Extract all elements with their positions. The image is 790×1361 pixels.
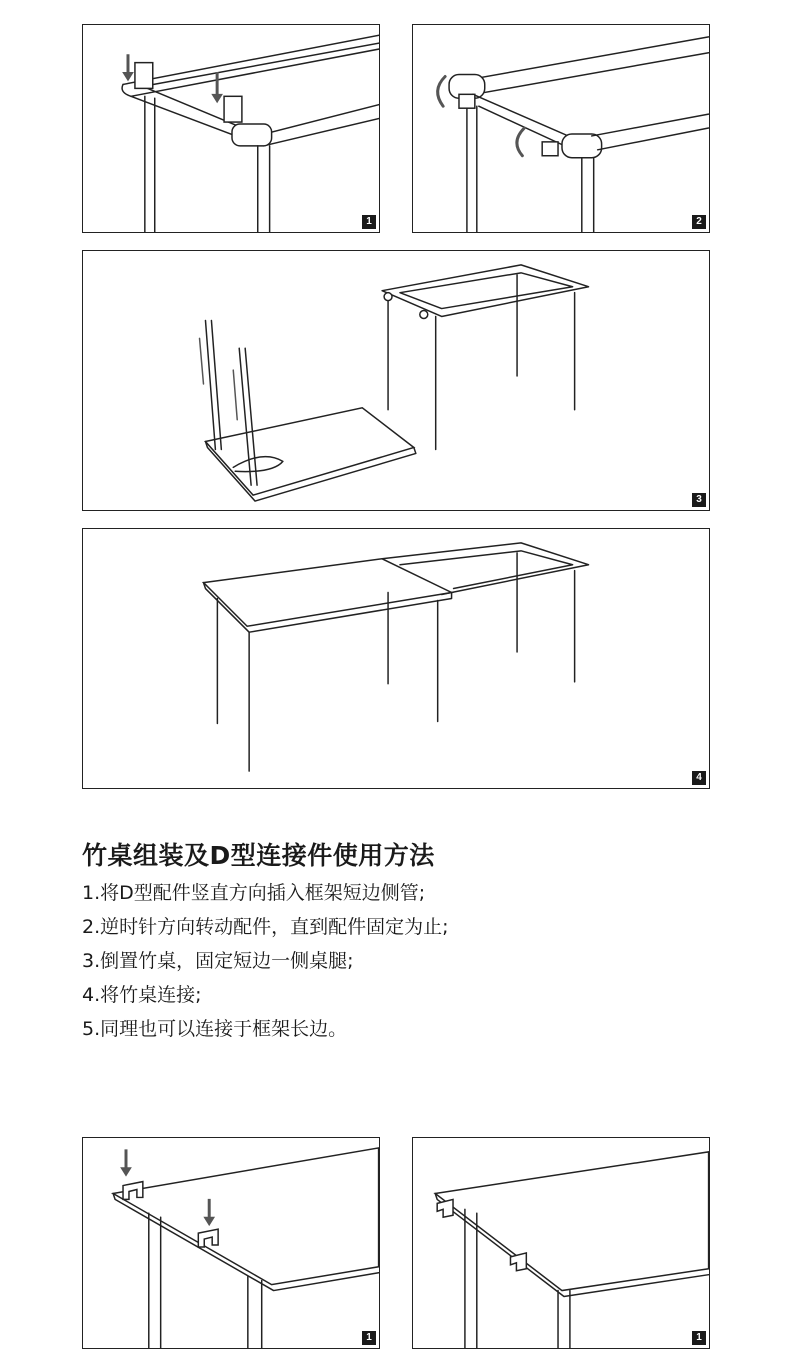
tabletop-corner-drawing xyxy=(83,1138,379,1348)
illustration-tabletop-connector-fixed xyxy=(412,1137,710,1349)
instruction-step: 5.同理也可以连接于框架长边。 xyxy=(82,1018,348,1040)
step-number-badge: 1 xyxy=(692,1331,706,1345)
step-number-badge: 3 xyxy=(692,493,706,507)
instructions-steps xyxy=(82,876,449,1046)
instruction-step: 1.将D型配件竖直方向插入框架短边侧管; xyxy=(82,882,426,904)
instruction-step: 3.倒置竹桌，固定短边一侧桌腿; xyxy=(82,950,354,972)
inverted-table-and-frame-drawing xyxy=(83,251,709,510)
step-number-badge: 2 xyxy=(692,215,706,229)
instruction-step: 4.将竹桌连接; xyxy=(82,984,202,1006)
step-number-badge: 4 xyxy=(692,771,706,785)
frame-corner-rotated-drawing xyxy=(413,25,709,232)
illustration-step-4-connect-tables xyxy=(82,528,710,789)
illustration-tabletop-insert-connector xyxy=(82,1137,380,1349)
instructions-title: 竹桌组装及D型连接件使用方法 xyxy=(82,841,435,870)
tabletop-corner-fixed-drawing xyxy=(413,1138,709,1348)
instruction-step: 2.逆时针方向转动配件，直到配件固定为止; xyxy=(82,916,449,938)
illustration-step-3-attach-legs xyxy=(82,250,710,511)
frame-corner-drawing xyxy=(83,25,379,232)
step-number-badge: 1 xyxy=(362,215,376,229)
illustration-step-1-insert-connector xyxy=(82,24,380,233)
step-number-badge: 1 xyxy=(362,1331,376,1345)
illustration-step-2-rotate-connector xyxy=(412,24,710,233)
connected-tables-drawing xyxy=(83,529,709,788)
